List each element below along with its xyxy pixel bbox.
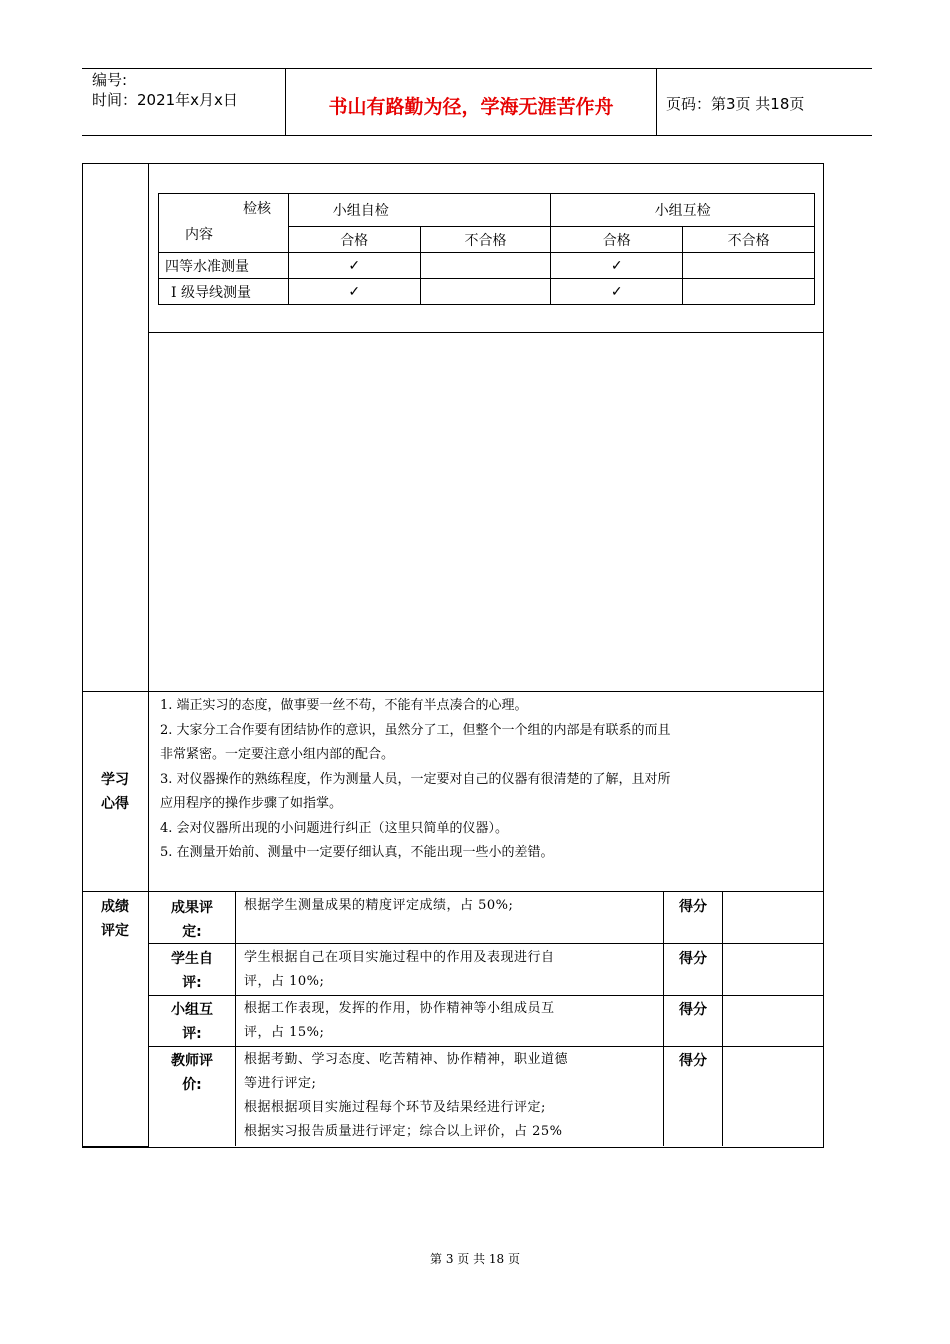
- number-label: 编号:: [92, 71, 128, 89]
- grading-row-name: [149, 998, 235, 1046]
- self-check-header: 小组自检: [288, 194, 551, 227]
- item-cell: Ⅰ 级导线测量: [159, 279, 289, 305]
- study-label-line1: 学习: [101, 772, 129, 788]
- page-footer: 第 3 页 共 18 页: [430, 1252, 520, 1266]
- desc-line: 根据实习报告质量进行评定；综合以上评价，占 25%: [244, 1124, 563, 1139]
- desc-line: 评，占 10%;: [244, 974, 325, 989]
- empty-cell: [683, 279, 815, 305]
- grading-row-name-line1: 教师评: [171, 1053, 213, 1069]
- note-line: 2. 大家分工合作要有团结协作的意识，虽然分了工，但整个一个组的内部是有联系的而且: [160, 722, 671, 738]
- grading-row-sep-3: [148, 1046, 824, 1047]
- table-row: [159, 279, 815, 305]
- grading-label: [82, 895, 148, 943]
- desc-line: 根据根据项目实施过程每个环节及结果经进行评定;: [244, 1100, 546, 1115]
- grading-row-name-line1: 成果评: [171, 900, 213, 916]
- grading-row-name-line2: 定:: [182, 924, 202, 940]
- grading-label-line2: 评定: [101, 923, 129, 939]
- grading-row-sep-1: [148, 943, 824, 944]
- desc-line: 等进行评定;: [244, 1076, 317, 1091]
- grading-col-1: [235, 891, 236, 1146]
- inspection-section-bottom: [148, 332, 824, 333]
- note-line: 1. 端正实习的态度，做事要一丝不苟，不能有半点凑合的心理。: [160, 698, 528, 713]
- grading-row-desc: [244, 997, 659, 1045]
- grading-row-name-line1: 小组互: [171, 1002, 213, 1018]
- grading-row-name: [149, 896, 235, 944]
- corner-bottom-label: 内容: [185, 227, 213, 243]
- score-label: 得分: [679, 1002, 707, 1018]
- desc-line: 根据考勤、学习态度、吃苦精神、协作精神，职业道德: [244, 1052, 569, 1067]
- study-section-top: [82, 691, 824, 692]
- grading-row-name-line1: 学生自: [171, 951, 213, 967]
- check-mark: ✓: [288, 253, 420, 279]
- grading-label-line1: 成绩: [101, 899, 129, 915]
- score-label: 得分: [679, 899, 707, 915]
- score-label: 得分: [679, 951, 707, 967]
- grading-row-desc: [244, 1048, 662, 1144]
- header-divider-right: [656, 68, 657, 136]
- desc-line: 根据工作表现，发挥的作用，协作精神等小组成员互: [244, 1001, 555, 1016]
- grading-row-name-line2: 价:: [182, 1077, 202, 1093]
- date-label: 时间：2021年x月x日: [92, 91, 238, 109]
- grading-row-name-line2: 评:: [182, 975, 202, 991]
- note-line: 应用程序的操作步骤了如指掌。: [160, 796, 343, 811]
- inspection-table: [158, 193, 815, 305]
- check-mark: ✓: [288, 279, 420, 305]
- header-meta: [92, 70, 238, 110]
- self-pass-header: 合格: [288, 227, 420, 253]
- grading-row-name-line2: 评:: [182, 1026, 202, 1042]
- header-bottom-rule: [82, 135, 872, 136]
- grading-section-top: [82, 891, 824, 892]
- grading-row-name: [149, 1049, 235, 1097]
- score-label: 得分: [679, 1053, 707, 1069]
- check-mark: ✓: [551, 279, 683, 305]
- mutual-fail-header: 不合格: [683, 227, 815, 253]
- study-label: [82, 768, 148, 816]
- frame-bottom-thick: [82, 1146, 149, 1148]
- empty-cell: [683, 253, 815, 279]
- table-row: [159, 253, 815, 279]
- mutual-pass-header: 合格: [551, 227, 683, 253]
- empty-cell: [420, 253, 551, 279]
- grading-row-desc: [244, 894, 659, 918]
- self-fail-header: 不合格: [420, 227, 551, 253]
- page-indicator: 页码：第3页 共18页: [666, 95, 805, 113]
- desc-line: 评，占 15%;: [244, 1025, 325, 1040]
- note-line: 3. 对仪器操作的熟练程度，作为测量人员，一定要对自己的仪器有很清楚的了解，且对所: [160, 771, 671, 787]
- grading-col-3: [722, 891, 723, 1146]
- grading-row-name: [149, 947, 235, 995]
- desc-line: 学生根据自己在项目实施过程中的作用及表现进行自: [244, 950, 555, 965]
- study-notes: [160, 694, 820, 866]
- grading-row-sep-2: [148, 995, 824, 996]
- desc-line: 根据学生测量成果的精度评定成绩，占 50%;: [244, 898, 514, 913]
- note-line: 非常紧密。一定要注意小组内部的配合。: [160, 747, 395, 762]
- empty-cell: [420, 279, 551, 305]
- study-label-line2: 心得: [101, 796, 129, 812]
- mutual-check-header: 小组互检: [551, 194, 815, 227]
- item-cell: 四等水准测量: [159, 253, 289, 279]
- note-line: 4. 会对仪器所出现的小问题进行纠正（这里只简单的仪器）。: [160, 820, 509, 836]
- note-line: 5. 在测量开始前、测量中一定要仔细认真，不能出现一些小的差错。: [160, 845, 554, 860]
- grading-row-desc: [244, 946, 659, 994]
- check-mark: ✓: [551, 253, 683, 279]
- header-top-rule: [82, 68, 872, 69]
- header-motto: 书山有路勤为径，学海无涯苦作舟: [328, 96, 614, 118]
- corner-header-cell: [159, 194, 289, 253]
- corner-top-label: 检核: [243, 201, 271, 217]
